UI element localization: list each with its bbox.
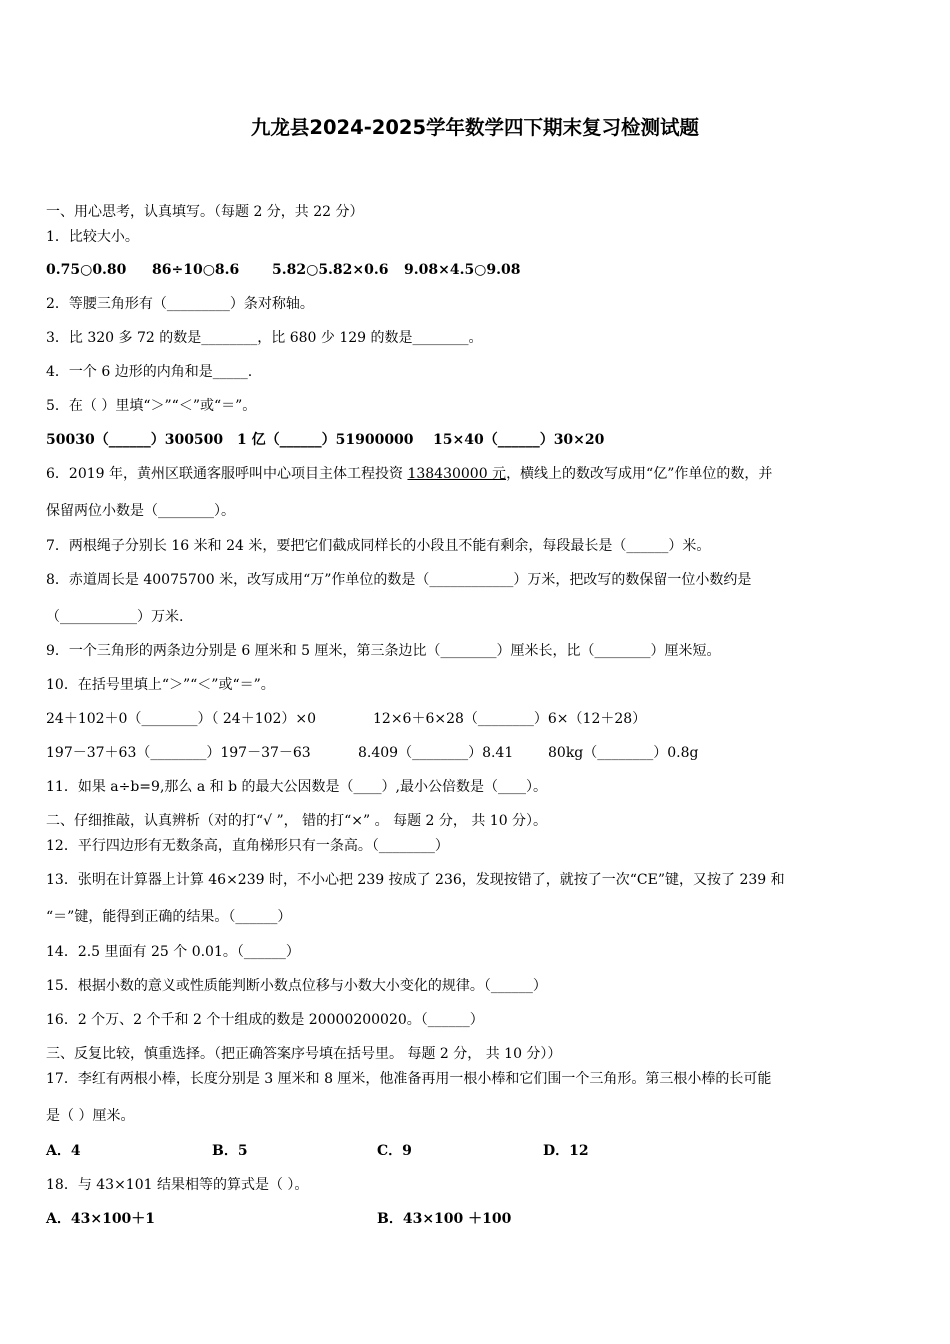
question-9: 9．一个三角形的两条边分别是 6 厘米和 5 厘米，第三条边比（________）厘米长，比（________）厘米短。 xyxy=(46,643,721,659)
question-2: 2．等腰三角形有（_________）条对称轴。 xyxy=(46,296,314,312)
q6-underlined-number: 138430000 元 xyxy=(407,466,507,482)
question-17-option: A．4 xyxy=(46,1143,81,1159)
question-5-stem: 5．在（ ）里填“＞”“＜”或“＝”。 xyxy=(46,398,257,414)
question-3: 3．比 320 多 72 的数是________，比 680 少 129 的数是________。 xyxy=(46,330,483,346)
question-17-option: C．9 xyxy=(377,1143,412,1159)
question-1-stem: 1．比较大小。 xyxy=(46,229,139,245)
question-17-option: B．5 xyxy=(212,1143,248,1159)
question-10-item: 197－37＋63（________）197－37－63 xyxy=(46,745,311,761)
question-1-item: 86÷10○8.6 xyxy=(152,262,240,278)
q6-pre: 6．2019 年，黄州区联通客服呼叫中心项目主体工程投资 xyxy=(46,466,408,482)
question-8-line1: 8．赤道周长是 40075700 米，改写成用“万”作单位的数是（____________）万米，把改写的数保留一位小数约是 xyxy=(46,572,752,588)
question-10-stem: 10．在括号里填上“＞”“＜”或“＝”。 xyxy=(46,677,275,693)
question-11: 11．如果 a÷b=9,那么 a 和 b 的最大公因数是（____）,最小公倍数是（____）。 xyxy=(46,779,547,795)
question-1-item: 5.82○5.82×0.6 xyxy=(272,262,389,278)
question-13-line1: 13．张明在计算器上计算 46×239 时，不小心把 239 按成了 236，发现按错了，就按了一次“CE”键，又按了 239 和 xyxy=(46,872,785,888)
question-8-line2: （___________）万米. xyxy=(46,609,184,625)
question-17-line1: 17．李红有两根小棒，长度分别是 3 厘米和 8 厘米，他准备再用一根小棒和它们围一个三角形。第三根小棒的长可能 xyxy=(46,1071,772,1087)
question-1-item: 9.08×4.5○9.08 xyxy=(404,262,521,278)
question-5-item: 15×40（______）30×20 xyxy=(433,432,605,448)
question-13-line2: “＝”键，能得到正确的结果。（______） xyxy=(46,909,292,925)
question-7: 7．两根绳子分别长 16 米和 24 米，要把它们截成同样长的小段且不能有剩余，每段最长是（______）米。 xyxy=(46,538,711,554)
question-10-item: 12×6＋6×28（________）6×（12＋28） xyxy=(373,711,647,727)
question-6-line2: 保留两位小数是（________）。 xyxy=(46,503,235,519)
question-16: 16．2 个万、2 个千和 2 个十组成的数是 20000200020。（______） xyxy=(46,1012,484,1028)
question-14: 14．2.5 里面有 25 个 0.01。（______） xyxy=(46,944,300,960)
question-10-item: 8.409（________）8.41 xyxy=(358,745,514,761)
q6-post: ，横线上的数改写成用“亿”作单位的数，并 xyxy=(506,466,773,482)
question-18-stem: 18．与 43×101 结果相等的算式是（ ）。 xyxy=(46,1177,309,1193)
section-heading-2: 二、仔细推敲，认真辨析（对的打“√ ”， 错的打“×” 。 每题 2 分， 共 10 分）。 xyxy=(46,813,548,829)
question-18-option: A．43×100＋1 xyxy=(46,1211,156,1227)
section-heading-1: 一、用心思考，认真填写。（每题 2 分，共 22 分） xyxy=(46,204,364,220)
question-10-item: 80kg（________）0.8g xyxy=(548,745,699,761)
question-18-option: B．43×100 ＋100 xyxy=(377,1211,512,1227)
question-5-item: 1 亿（______）51900000 xyxy=(237,432,414,448)
section-heading-3: 三、反复比较，慎重选择。（把正确答案序号填在括号里。 每题 2 分， 共 10 分）） xyxy=(46,1046,562,1062)
question-10-item: 24＋102＋0（________）（ 24＋102）×0 xyxy=(46,711,317,727)
question-4: 4．一个 6 边形的内角和是_____. xyxy=(46,364,253,380)
question-17-line2: 是（ ）厘米。 xyxy=(46,1108,135,1124)
page-title: 九龙县2024-2025学年数学四下期末复习检测试题 xyxy=(250,116,700,139)
question-5-item: 50030（______）300500 xyxy=(46,432,224,448)
question-12: 12．平行四边形有无数条高，直角梯形只有一条高。（________） xyxy=(46,838,449,854)
question-15: 15．根据小数的意义或性质能判断小数点位移与小数大小变化的规律。（______） xyxy=(46,978,547,994)
question-1-item: 0.75○0.80 xyxy=(46,262,127,278)
question-17-option: D．12 xyxy=(543,1143,589,1159)
question-6-line1 xyxy=(46,464,772,484)
